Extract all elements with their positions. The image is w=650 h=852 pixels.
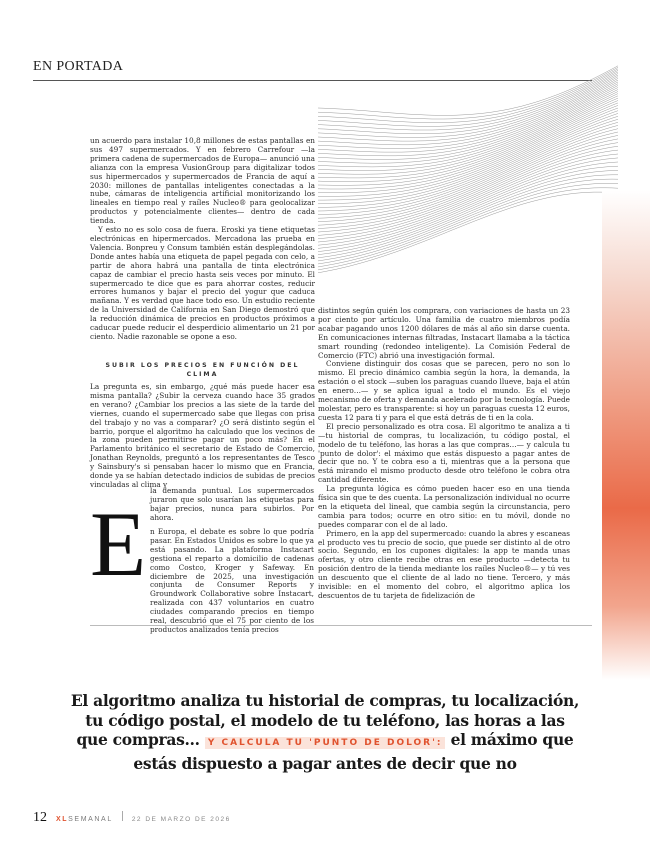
wave-line bbox=[318, 150, 618, 242]
paragraph: La pregunta lógica es cómo pueden hacer eso en una tienda física sin que te des cuenta. La personalización individual no ocurre en la etiqueta del lineal, que cambia según la circunstancia, pero cambia para todos; ocurre en otro sitio: en tu móvil, donde no puedes comparar con el de al lado. bbox=[318, 484, 570, 529]
column-left-inset bbox=[150, 487, 314, 523]
pull-quote-text: El algoritmo analiza tu historial de compras, tu localización, tu código postal, el modelo de tu teléfono, las horas a las que compras… bbox=[70, 691, 580, 749]
brand-xl: XL bbox=[56, 816, 69, 823]
wave-line bbox=[318, 192, 618, 273]
wave-line bbox=[318, 122, 618, 214]
magazine-brand bbox=[56, 816, 113, 823]
wave-line bbox=[318, 94, 618, 175]
column-left-dropcap-text bbox=[150, 527, 314, 634]
paragraph: El precio personalizado es otra cosa. El algoritmo te analiza a ti —tu historial de compras, tu localización, tu código postal, el modelo de tu teléfono, las horas a las que compras…— y calcula tu 'punto de dolor': el máximo que estás dispuesto a pagar antes de decir que no. Y te cobra eso a ti, mientras que a la persona que está mirando el mismo producto desde otro teléfono le cobra otra cantidad diferente. bbox=[318, 421, 570, 485]
paragraph: Primero, en la app del supermercado: cuando la abres y escaneas el producto ves tu precio de socio, que puede ser distinto al de otro socio. Segundo, en los cupones digitales: la app te manda unas ofertas, y otro cliente recibe otras en ese producto —detecta tu posición dentro de la tienda mediante los raíles Nucleo®— y tú ves un descuento que el cliente de al lado no tiene. Tercero, y más invisible: en el momento del cobro, el algoritmo aplica los descuentos de tu tarjeta de fidelización de bbox=[318, 528, 570, 600]
paragraph: Conviene distinguir dos cosas que se parecen, pero no son lo mismo. El precio dinámico cambia según la hora, la demanda, la estación o el stock —suben los paraguas cuando llueve, baja el atún en enero…— y se aplica igual a todo el mundo. Es el viejo mecanismo de oferta y demanda acelerado por la tecnología. Puede molestar, pero es transparente: si hoy un paraguas cuesta 12 euros, cuesta 12 para ti y para el que está detrás de ti en la cola. bbox=[318, 359, 570, 422]
issue-date: 22 DE MARZO DE 2026 bbox=[131, 816, 231, 823]
wave-line bbox=[318, 105, 618, 192]
drop-cap: E bbox=[90, 493, 147, 595]
page-footer bbox=[33, 810, 231, 826]
wave-line bbox=[318, 170, 618, 257]
section-label: EN PORTADA bbox=[33, 59, 124, 74]
wave-line bbox=[318, 66, 618, 116]
column-divider-rule bbox=[90, 625, 592, 626]
subheading: SUBIR LOS PRECIOS EN FUNCIÓN DEL CLIMA bbox=[105, 362, 300, 378]
column-left-middle bbox=[90, 383, 315, 490]
paragraph-text: n Europa, el debate es sobre lo que podría pasar. En Estados Unidos es sobre lo que ya está pasando. La plataforma Instacart gestiona el reparto a domicilio de cadenas como Costco, Kroger y Safeway. En diciembre de 2025, una investigación conjunta de Consumer Reports y Groundwork Collaborative sobre Instacart, realizada con 437 voluntarios en cuatro ciudades comparando precios en tiempo real, descubrió que el 75 por ciento de los productos analizados tenía precios bbox=[150, 527, 314, 634]
wave-illustration bbox=[318, 88, 618, 300]
paragraph: La pregunta es, sin embargo, ¿qué más puede hacer esa misma pantalla? ¿Subir la cerveza cuando hace 35 grados en verano? ¿Cambiar los precios a las siete de la tarde del viernes, cuando el supermercado sabe que llegas con prisa del trabajo y no vas a comparar? ¿O será distinto según el barrio, porque el algoritmo ha calculado que los vecinos de la zona pueden permitirse pagar un poco más? En el Parlamento británico el secretario de Estado de Comercio, Jonathan Reynolds, preguntó a los representantes de Tesco y Sainsbury's si pensaban hacer lo mismo que en Francia, donde ya se habían detectado indicios de subidas de precios vinculadas al clima y bbox=[90, 382, 315, 489]
paragraph: un acuerdo para instalar 10,8 millones de estas pantallas en sus 497 supermercados. Y en febrero Carrefour —la primera cadena de supermercados de Europa— anunció una alianza con la empresa VusionGroup para digitalizar todos sus hipermercados y supermercados de Francia de aquí a 2030: millones de pantallas inteligentes conectadas a la nube, cámaras de inteligencia artificial monitorizando los lineales en tiempo real y raíles Nucleo® para geolocalizar productos y potencialmente clientes— dentro de cada tienda. bbox=[90, 136, 315, 226]
paragraph: distintos según quién los comprara, con variaciones de hasta un 23 por ciento por artículo. Una familia de cuatro miembros podía acabar pagando unos 1200 dólares de más al año sin darse cuenta. En comunicaciones internas filtradas, Instacart llamaba a la táctica smart rounding (redondeo inteligente). La Comisión Federal de Comercio (FTC) abrió una investigación formal. bbox=[318, 306, 570, 360]
wave-line bbox=[318, 82, 618, 152]
page-number: 12 bbox=[33, 810, 47, 825]
brand-name: SEMANAL bbox=[68, 816, 113, 823]
wave-line bbox=[318, 67, 618, 119]
column-left-top bbox=[90, 137, 315, 342]
footer-separator bbox=[122, 811, 123, 821]
wave-line bbox=[318, 188, 618, 270]
paragraph: la demanda puntual. Los supermercados juraron que solo usarían las etiquetas para bajar precios, nunca para subirlos. Por ahora. bbox=[150, 486, 314, 522]
header-rule bbox=[33, 80, 592, 81]
paragraph bbox=[150, 527, 314, 634]
paragraph: Y esto no es solo cosa de fuera. Eroski ya tiene etiquetas electrónicas en hipermercados. Mercadona las prueba en Valencia. Bonpreu y Consum también están desplegándolas. Donde antes había una etiqueta de papel pegada con celo, a partir de ahora habrá una pantalla de tinta electrónica capaz de cambiar el precio hasta seis veces por minuto. El supermercado te dice que es para ahorrar costes, reducir errores humanos y bajar el precio del yogur que caduca mañana. Y es verdad que hace todo eso. Un estudio reciente de la Universidad de California en San Diego demostró que la reducción dinámica de precios en productos próximos a caducar puede reducir el desperdicio alimentario un 21 por ciento. Nadie razonable se opone a eso. bbox=[90, 225, 315, 341]
column-right bbox=[318, 307, 570, 601]
wave-line bbox=[318, 183, 618, 267]
wave-line bbox=[318, 158, 618, 249]
pull-quote bbox=[70, 691, 580, 773]
pull-quote-highlight: Y CALCULA TU 'PUNTO DE DOLOR': bbox=[205, 737, 446, 749]
wave-line bbox=[318, 75, 618, 137]
pull-quote-text-end: el máximo que estás dispuesto a pagar antes de decir que no bbox=[133, 730, 574, 773]
accent-color-band bbox=[602, 190, 650, 680]
